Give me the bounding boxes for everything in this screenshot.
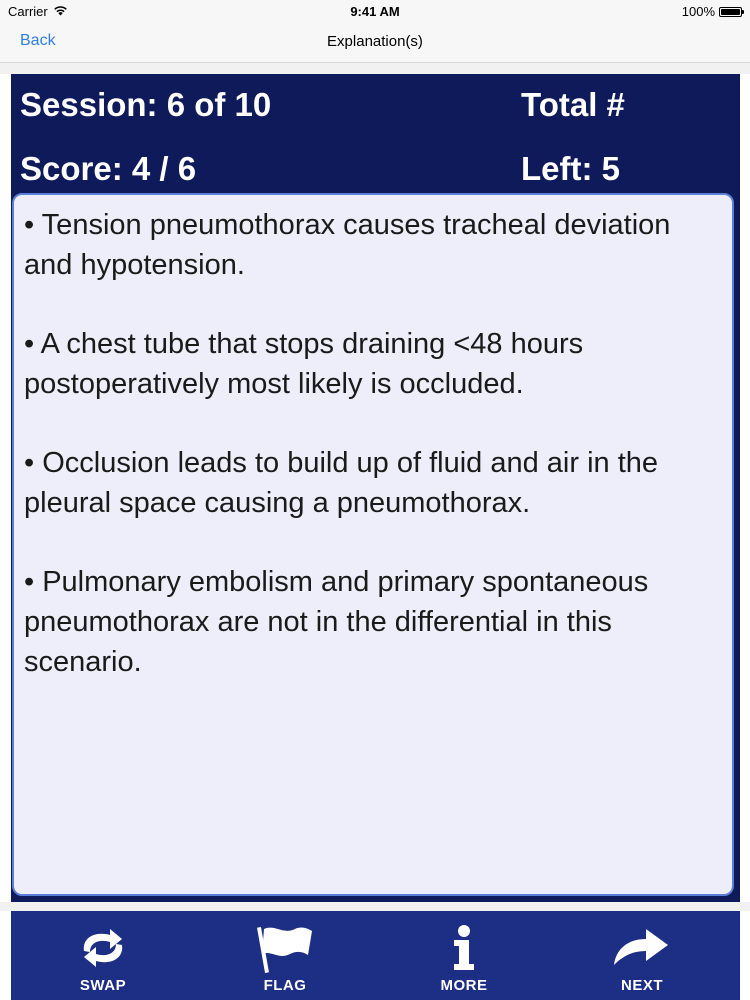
explanation-bullet: • A chest tube that stops draining <48 hours postoperatively most likely is occluded.	[24, 328, 584, 400]
left-counter: Left: 5	[521, 150, 620, 187]
session-header	[11, 74, 740, 192]
swap-label: SWAP	[79, 977, 127, 994]
session-counter: Session: 6 of 10	[20, 86, 272, 123]
score-display: Score: 4 / 6	[20, 150, 197, 187]
more-button[interactable]	[404, 911, 524, 1000]
carrier-label: Carrier	[8, 4, 48, 19]
status-right	[682, 4, 742, 19]
next-button[interactable]	[582, 911, 702, 1000]
swap-button[interactable]	[43, 911, 163, 1000]
next-label: NEXT	[620, 977, 663, 994]
battery-icon	[719, 7, 742, 17]
flag-label: FLAG	[263, 977, 307, 994]
total-label: Total #	[521, 86, 625, 123]
back-button[interactable]: Back	[20, 32, 56, 49]
flag-icon	[255, 925, 315, 975]
bottom-toolbar	[11, 911, 740, 1000]
explanation-panel	[11, 192, 740, 902]
bottom-spacer	[0, 902, 750, 911]
arrow-right-icon	[612, 925, 672, 971]
navigation-bar	[0, 22, 750, 63]
battery-percent: 100%	[681, 4, 715, 19]
status-bar	[0, 0, 750, 22]
explanation-bullet: • Pulmonary embolism and primary spontaneous pneumothorax are not in the differential in this scenario.	[24, 566, 649, 678]
page-title: Explanation(s)	[327, 33, 423, 50]
explanation-bullet: • Occlusion leads to build up of fluid and air in the pleural space causing a pneumothorax.	[24, 447, 659, 519]
info-icon	[449, 925, 479, 971]
battery-fill	[721, 9, 740, 15]
flag-button[interactable]	[225, 911, 345, 1000]
explanation-bullet: • Tension pneumothorax causes tracheal deviation and hypotension.	[24, 209, 671, 281]
explanation-text-area[interactable]	[12, 193, 734, 896]
swap-icon	[76, 925, 130, 971]
status-time: 9:41 AM	[350, 4, 400, 19]
top-spacer	[0, 63, 750, 74]
more-label: MORE	[440, 977, 488, 994]
